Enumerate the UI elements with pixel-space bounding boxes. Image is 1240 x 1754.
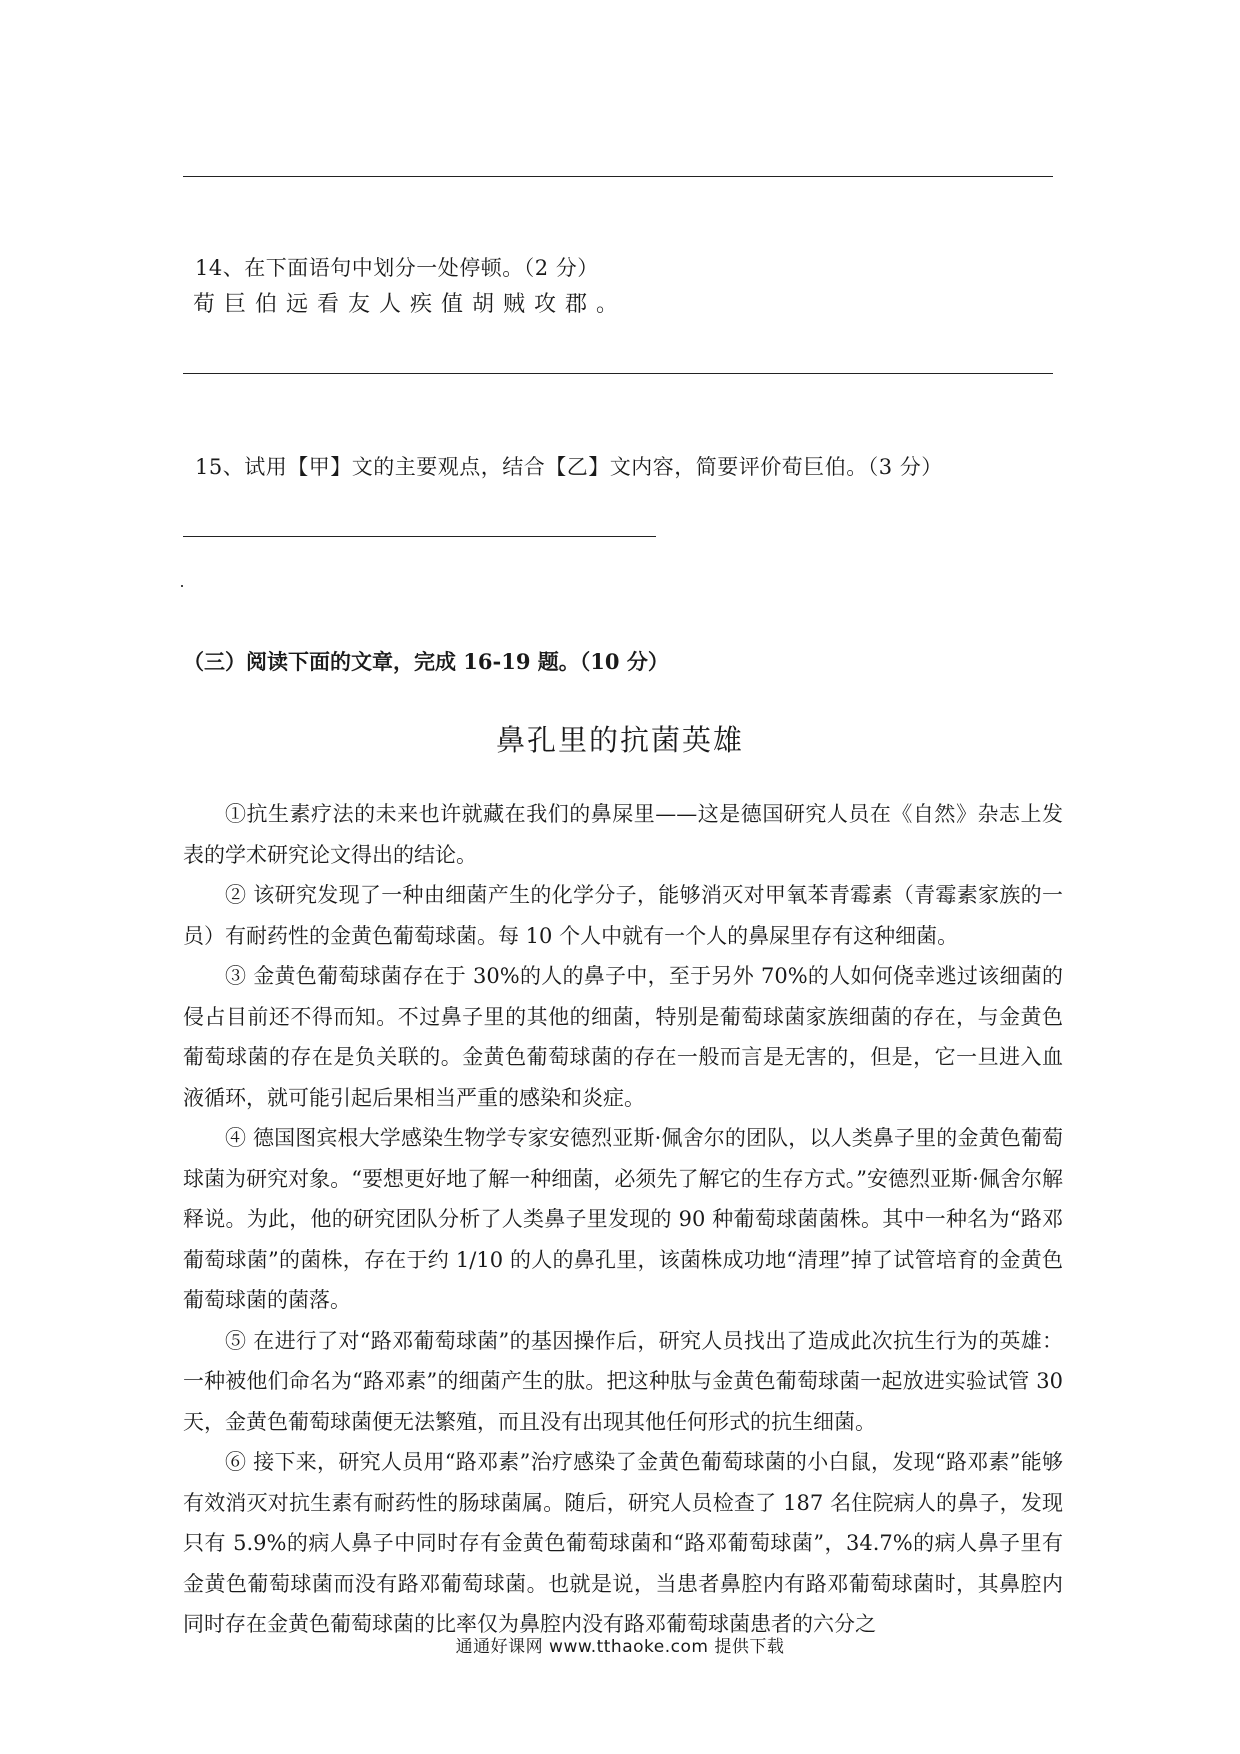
paragraph-5: ⑤ 在进行了对“路邓葡萄球菌”的基因操作后，研究人员找出了造成此次抗生行为的英雄：一种被他们命名为“路邓素”的细菌产生的肽。把这种肽与金黄色葡萄球菌一起放进实验试管 30 天，金黄色葡萄球菌便无法繁殖，而且没有出现其他任何形式的抗生细菌。 xyxy=(183,1328,1063,1434)
article-body xyxy=(183,794,1063,1645)
article-title: 鼻孔里的抗菌英雄 xyxy=(495,723,744,757)
page-footer: 通通好课网 www.tthaoke.com 提供下载 xyxy=(455,1637,785,1657)
q15-prompt: 15、试用【甲】文的主要观点，结合【乙】文内容，简要评价荀巨伯。（3 分） xyxy=(195,455,943,479)
paragraph-6: ⑥ 接下来，研究人员用“路邓素”治疗感染了金黄色葡萄球菌的小白鼠，发现“路邓素”能够有效消灭对抗生素有耐药性的肠球菌属。随后，研究人员检查了 187 名住院病人的鼻子，发现只有 5.9%的病人鼻子中同时存有金黄色葡萄球菌和“路邓葡萄球菌”，34.7%的病人鼻子里有金黄色葡萄球菌而没有路邓葡萄球菌。也就是说，当患者鼻腔内有路邓葡萄球菌时，其鼻腔内同时存在金黄色葡萄球菌的比率仅为鼻腔内没有路邓葡萄球菌患者的六分之 xyxy=(183,1450,1063,1636)
answer-line-q14 xyxy=(183,373,1053,374)
answer-line-q13 xyxy=(183,176,1053,177)
q14-prompt: 14、在下面语句中划分一处停顿。（2 分） xyxy=(195,256,599,280)
q14-sentence: 荀巨伯远看友人疾值胡贼攻郡。 xyxy=(193,292,628,317)
paragraph-3: ③ 金黄色葡萄球菌存在于 30%的人的鼻子中，至于另外 70%的人如何侥幸逃过该细菌的侵占目前还不得而知。不过鼻子里的其他的细菌，特别是葡萄球菌家族细菌的存在，与金黄色葡萄球菌的存在是负关联的。金黄色葡萄球菌的存在一般而言是无害的，但是，它一旦进入血液循环，就可能引起后果相当严重的感染和炎症。 xyxy=(183,964,1063,1110)
paragraph-2: ② 该研究发现了一种由细菌产生的化学分子，能够消灭对甲氧苯青霉素（青霉素家族的一员）有耐药性的金黄色葡萄球菌。每 10 个人中就有一个人的鼻屎里存有这种细菌。 xyxy=(183,883,1063,948)
section-heading: （三）阅读下面的文章，完成 16-19 题。（10 分） xyxy=(183,649,669,674)
paragraph-1: ①抗生素疗法的未来也许就藏在我们的鼻屎里——这是德国研究人员在《自然》杂志上发表的学术研究论文得出的结论。 xyxy=(183,802,1063,867)
stray-mark xyxy=(181,585,183,587)
answer-line-q15 xyxy=(183,536,656,537)
paragraph-4: ④ 德国图宾根大学感染生物学专家安德烈亚斯·佩舍尔的团队，以人类鼻子里的金黄色葡萄球菌为研究对象。“要想更好地了解一种细菌，必须先了解它的生存方式。”安德烈亚斯·佩舍尔解释说。为此，他的研究团队分析了人类鼻子里发现的 90 种葡萄球菌菌株。其中一种名为“路邓葡萄球菌”的菌株，存在于约 1/10 的人的鼻孔里，该菌株成功地“清理”掉了试管培育的金黄色葡萄球菌的菌落。 xyxy=(183,1126,1063,1312)
